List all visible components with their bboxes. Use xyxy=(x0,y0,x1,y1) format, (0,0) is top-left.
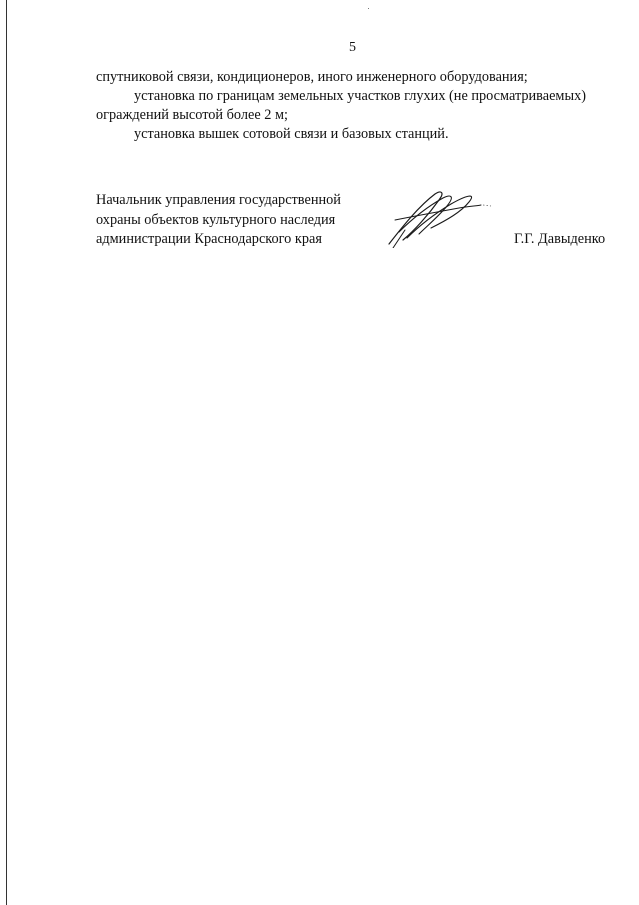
signatory-name: Г.Г. Давыденко xyxy=(514,231,606,247)
body-line-towers-item: установка вышек сотовой связи и базовых станций. xyxy=(134,126,449,142)
handwritten-signature xyxy=(385,186,495,248)
scan-edge-line xyxy=(6,0,7,905)
signatory-position-line: Начальник управления государственной xyxy=(96,192,341,208)
body-line-fence-continuation: ограждений высотой более 2 м; xyxy=(96,107,289,123)
body-line-fence-item: установка по границам земельных участков глухих (не просматриваемых) xyxy=(134,88,586,104)
signatory-position xyxy=(96,191,341,250)
scan-speck xyxy=(368,8,369,9)
signatory-position-line: администрации Краснодарского края xyxy=(96,231,322,247)
signatory-position-line: охраны объектов культурного наследия xyxy=(96,211,336,228)
page-number: 5 xyxy=(349,40,356,55)
body-text xyxy=(96,68,616,144)
body-line-continuation: спутниковой связи, кондиционеров, иного инженерного оборудования; xyxy=(96,69,528,85)
